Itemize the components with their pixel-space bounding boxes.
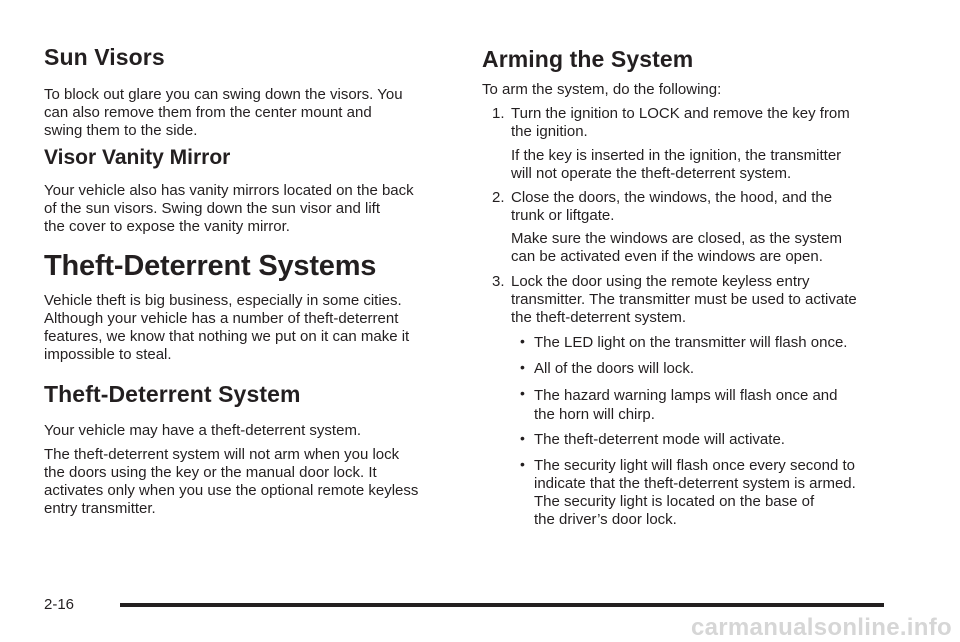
bullet-icon: • bbox=[520, 456, 525, 472]
text-line: the horn will chirp. bbox=[534, 406, 655, 423]
sun-visors-heading: Sun Visors bbox=[44, 44, 165, 70]
text-line: Make sure the windows are closed, as the system bbox=[511, 230, 842, 247]
step-number: 2. bbox=[492, 189, 505, 206]
text-line: the doors using the key or the manual door lock. It bbox=[44, 464, 377, 481]
text-line: Close the doors, the windows, the hood, and the bbox=[511, 189, 833, 206]
text-line: The LED light on the transmitter will flash once. bbox=[534, 334, 848, 351]
text-line: indicate that the theft-deterrent system is armed. bbox=[534, 475, 856, 492]
text-line: the cover to expose the vanity mirror. bbox=[44, 218, 290, 235]
text-line: swing them to the side. bbox=[44, 122, 198, 139]
arming-intro bbox=[482, 81, 721, 99]
text-line: The theft-deterrent system will not arm when you lock bbox=[44, 446, 400, 463]
text-line: Lock the door using the remote keyless entry bbox=[511, 273, 810, 290]
step-1-text bbox=[511, 105, 850, 141]
text-line: activates only when you use the optional remote keyless bbox=[44, 482, 419, 499]
text-line: The hazard warning lamps will flash once and bbox=[534, 387, 838, 404]
step-2-text bbox=[511, 189, 832, 225]
text-line: If the key is inserted in the ignition, the transmitter bbox=[511, 147, 842, 164]
step-2-note bbox=[511, 230, 842, 266]
step-1-note bbox=[511, 147, 841, 183]
bullet-item bbox=[534, 386, 838, 424]
text-line: All of the doors will lock. bbox=[534, 360, 695, 377]
step-number: 1. bbox=[492, 105, 505, 122]
bullet-icon: • bbox=[520, 333, 525, 349]
text-line: the theft-deterrent system. bbox=[511, 309, 687, 326]
bullet-item bbox=[534, 360, 694, 378]
text-line: of the sun visors. Swing down the sun visor and lift bbox=[44, 200, 381, 217]
text-line: entry transmitter. bbox=[44, 500, 156, 517]
text-line: Your vehicle also has vanity mirrors located on the back bbox=[44, 182, 414, 199]
text-line: To arm the system, do the following: bbox=[482, 81, 722, 98]
text-line: can also remove them from the center mount and bbox=[44, 104, 372, 121]
text-line: Although your vehicle has a number of theft-deterrent bbox=[44, 310, 399, 327]
theft-system-paragraph-1 bbox=[44, 422, 361, 440]
theft-deterrent-system-heading: Theft-Deterrent System bbox=[44, 381, 301, 407]
text-line: features, we know that nothing we put on it can make it bbox=[44, 328, 410, 345]
theft-system-paragraph-2 bbox=[44, 446, 418, 518]
text-line: the ignition. bbox=[511, 123, 588, 140]
bullet-item bbox=[534, 457, 856, 529]
text-line: The theft-deterrent mode will activate. bbox=[534, 431, 785, 448]
bullet-icon: • bbox=[520, 359, 525, 375]
bullet-item bbox=[534, 334, 847, 352]
vanity-mirror-paragraph bbox=[44, 182, 414, 236]
theft-deterrent-systems-heading: Theft-Deterrent Systems bbox=[44, 250, 377, 282]
step-3-text bbox=[511, 273, 857, 327]
arming-the-system-heading: Arming the System bbox=[482, 46, 694, 72]
text-line: The security light is located on the base of bbox=[534, 493, 815, 510]
text-line: the driver’s door lock. bbox=[534, 511, 677, 528]
bullet-icon: • bbox=[520, 430, 525, 446]
text-line: Your vehicle may have a theft-deterrent system. bbox=[44, 422, 362, 439]
bullet-icon: • bbox=[520, 385, 525, 401]
text-line: can be activated even if the windows are open. bbox=[511, 248, 823, 265]
text-line: impossible to steal. bbox=[44, 346, 172, 363]
text-line: trunk or liftgate. bbox=[511, 207, 615, 224]
text-line: Turn the ignition to LOCK and remove the key from bbox=[511, 105, 850, 122]
theft-systems-paragraph bbox=[44, 292, 409, 364]
footer-rule bbox=[120, 603, 884, 607]
bullet-item bbox=[534, 431, 785, 449]
text-line: To block out glare you can swing down the visors. You bbox=[44, 86, 403, 103]
visor-vanity-mirror-heading: Visor Vanity Mirror bbox=[44, 146, 231, 169]
sun-visors-paragraph bbox=[44, 86, 403, 140]
text-line: transmitter. The transmitter must be used to activate bbox=[511, 291, 857, 308]
watermark: carmanualsonline.info bbox=[690, 614, 952, 641]
text-line: will not operate the theft-deterrent system. bbox=[511, 165, 792, 182]
text-line: The security light will flash once every second to bbox=[534, 457, 855, 474]
step-number: 3. bbox=[492, 273, 505, 290]
page-number: 2-16 bbox=[44, 596, 75, 613]
text-line: Vehicle theft is big business, especially in some cities. bbox=[44, 292, 402, 309]
